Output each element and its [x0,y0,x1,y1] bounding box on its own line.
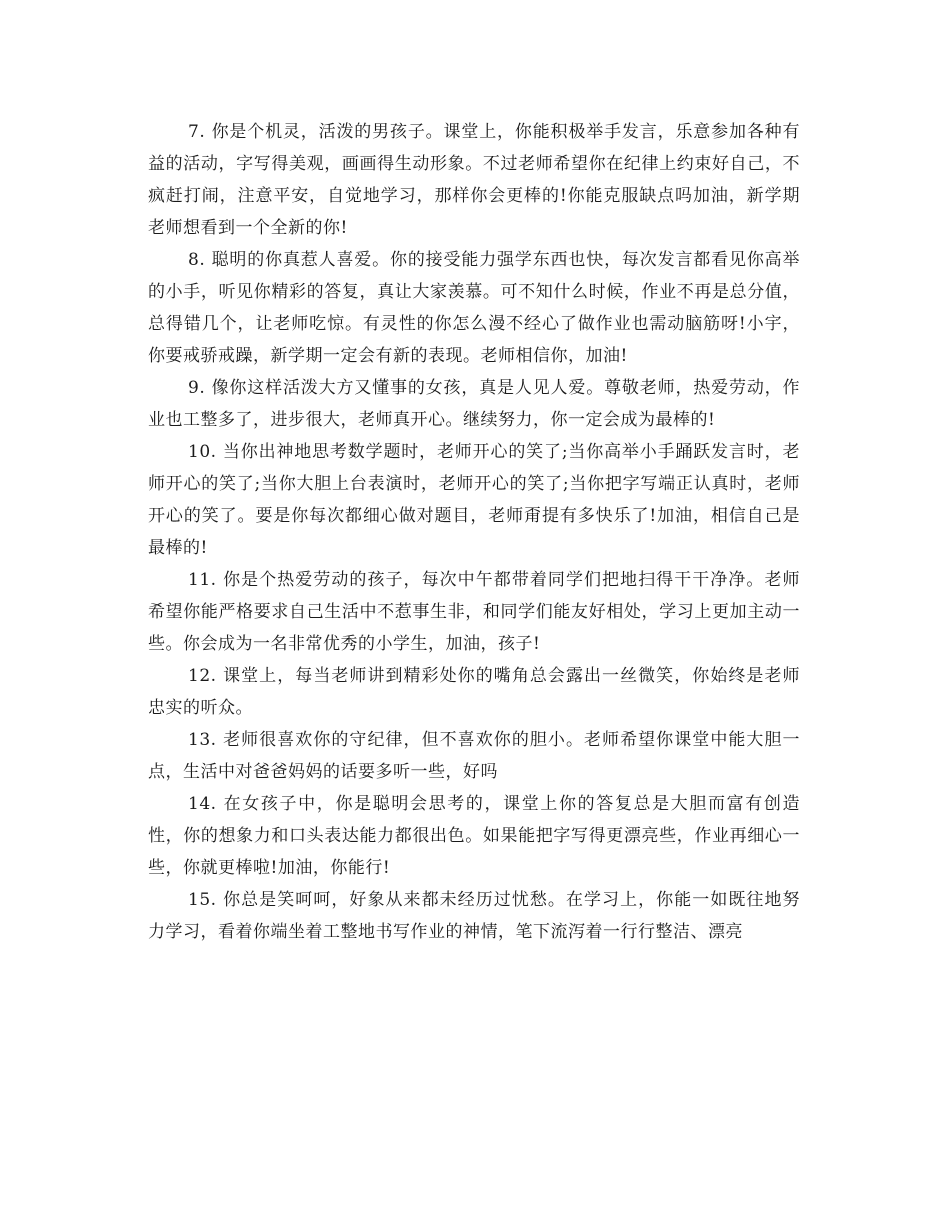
paragraph-number: 12. [188,666,217,686]
paragraph-text: 聪明的你真惹人喜爱。你的接受能力强学东西也快，每次发言都看见你高举的小手，听见你精彩的答复，真让大家羡慕。可不知什么时候，作业不再是总分值，总得错几个，让老师吃惊。有灵性的你怎么漫不经心了做作业也需动脑筋呀!小宇，你要戒骄戒躁，新学期一定会有新的表现。老师相信你，加油! [148,250,800,366]
paragraph-number: 14. [188,794,217,814]
paragraph-number: 15. [188,890,217,910]
paragraph-8 [148,244,800,372]
paragraph-number: 11. [188,570,217,590]
paragraph-10 [148,436,800,564]
paragraph-number: 7. [188,122,206,142]
paragraph-12 [148,660,800,724]
paragraph-number: 13. [188,730,217,750]
paragraph-text: 你是个机灵，活泼的男孩子。课堂上，你能积极举手发言，乐意参加各种有益的活动，字写得美观，画画得生动形象。不过老师希望你在纪律上约束好自己，不疯赶打闹，注意平安，自觉地学习，那样你会更棒的!你能克服缺点吗加油，新学期老师想看到一个全新的你! [148,122,800,238]
paragraph-9 [148,372,800,436]
paragraph-text: 你是个热爱劳动的孩子，每次中午都带着同学们把地扫得干干净净。老师希望你能严格要求自己生活中不惹事生非，和同学们能友好相处，学习上更加主动一些。你会成为一名非常优秀的小学生，加油，孩子! [148,570,800,654]
paragraph-14 [148,788,800,884]
paragraph-11 [148,564,800,660]
paragraph-number: 9. [188,378,206,398]
paragraph-15 [148,884,800,948]
paragraph-text: 在女孩子中，你是聪明会思考的，课堂上你的答复总是大胆而富有创造性，你的想象力和口头表达能力都很出色。如果能把字写得更漂亮些，作业再细心一些，你就更棒啦!加油，你能行! [148,794,800,878]
paragraph-13 [148,724,800,788]
paragraph-text: 像你这样活泼大方又懂事的女孩，真是人见人爱。尊敬老师，热爱劳动，作业也工整多了，进步很大，老师真开心。继续努力，你一定会成为最棒的! [148,378,800,430]
paragraph-text: 课堂上，每当老师讲到精彩处你的嘴角总会露出一丝微笑，你始终是老师忠实的听众。 [148,666,800,718]
paragraph-number: 10. [188,442,217,462]
paragraph-number: 8. [188,250,206,270]
paragraph-text: 当你出神地思考数学题时，老师开心的笑了;当你高举小手踊跃发言时，老师开心的笑了;当你大胆上台表演时，老师开心的笑了;当你把字写端正认真时，老师开心的笑了。要是你每次都细心做对题目，老师甭提有多快乐了!加油，相信自己是最棒的! [148,442,800,558]
document-page [148,116,800,948]
paragraph-text: 你总是笑呵呵，好象从来都未经历过忧愁。在学习上，你能一如既往地努力学习，看着你端坐着工整地书写作业的神情，笔下流泻着一行行整洁、漂亮 [148,890,800,942]
paragraph-text: 老师很喜欢你的守纪律，但不喜欢你的胆小。老师希望你课堂中能大胆一点，生活中对爸爸妈妈的话要多听一些，好吗 [148,730,800,782]
paragraph-7 [148,116,800,244]
